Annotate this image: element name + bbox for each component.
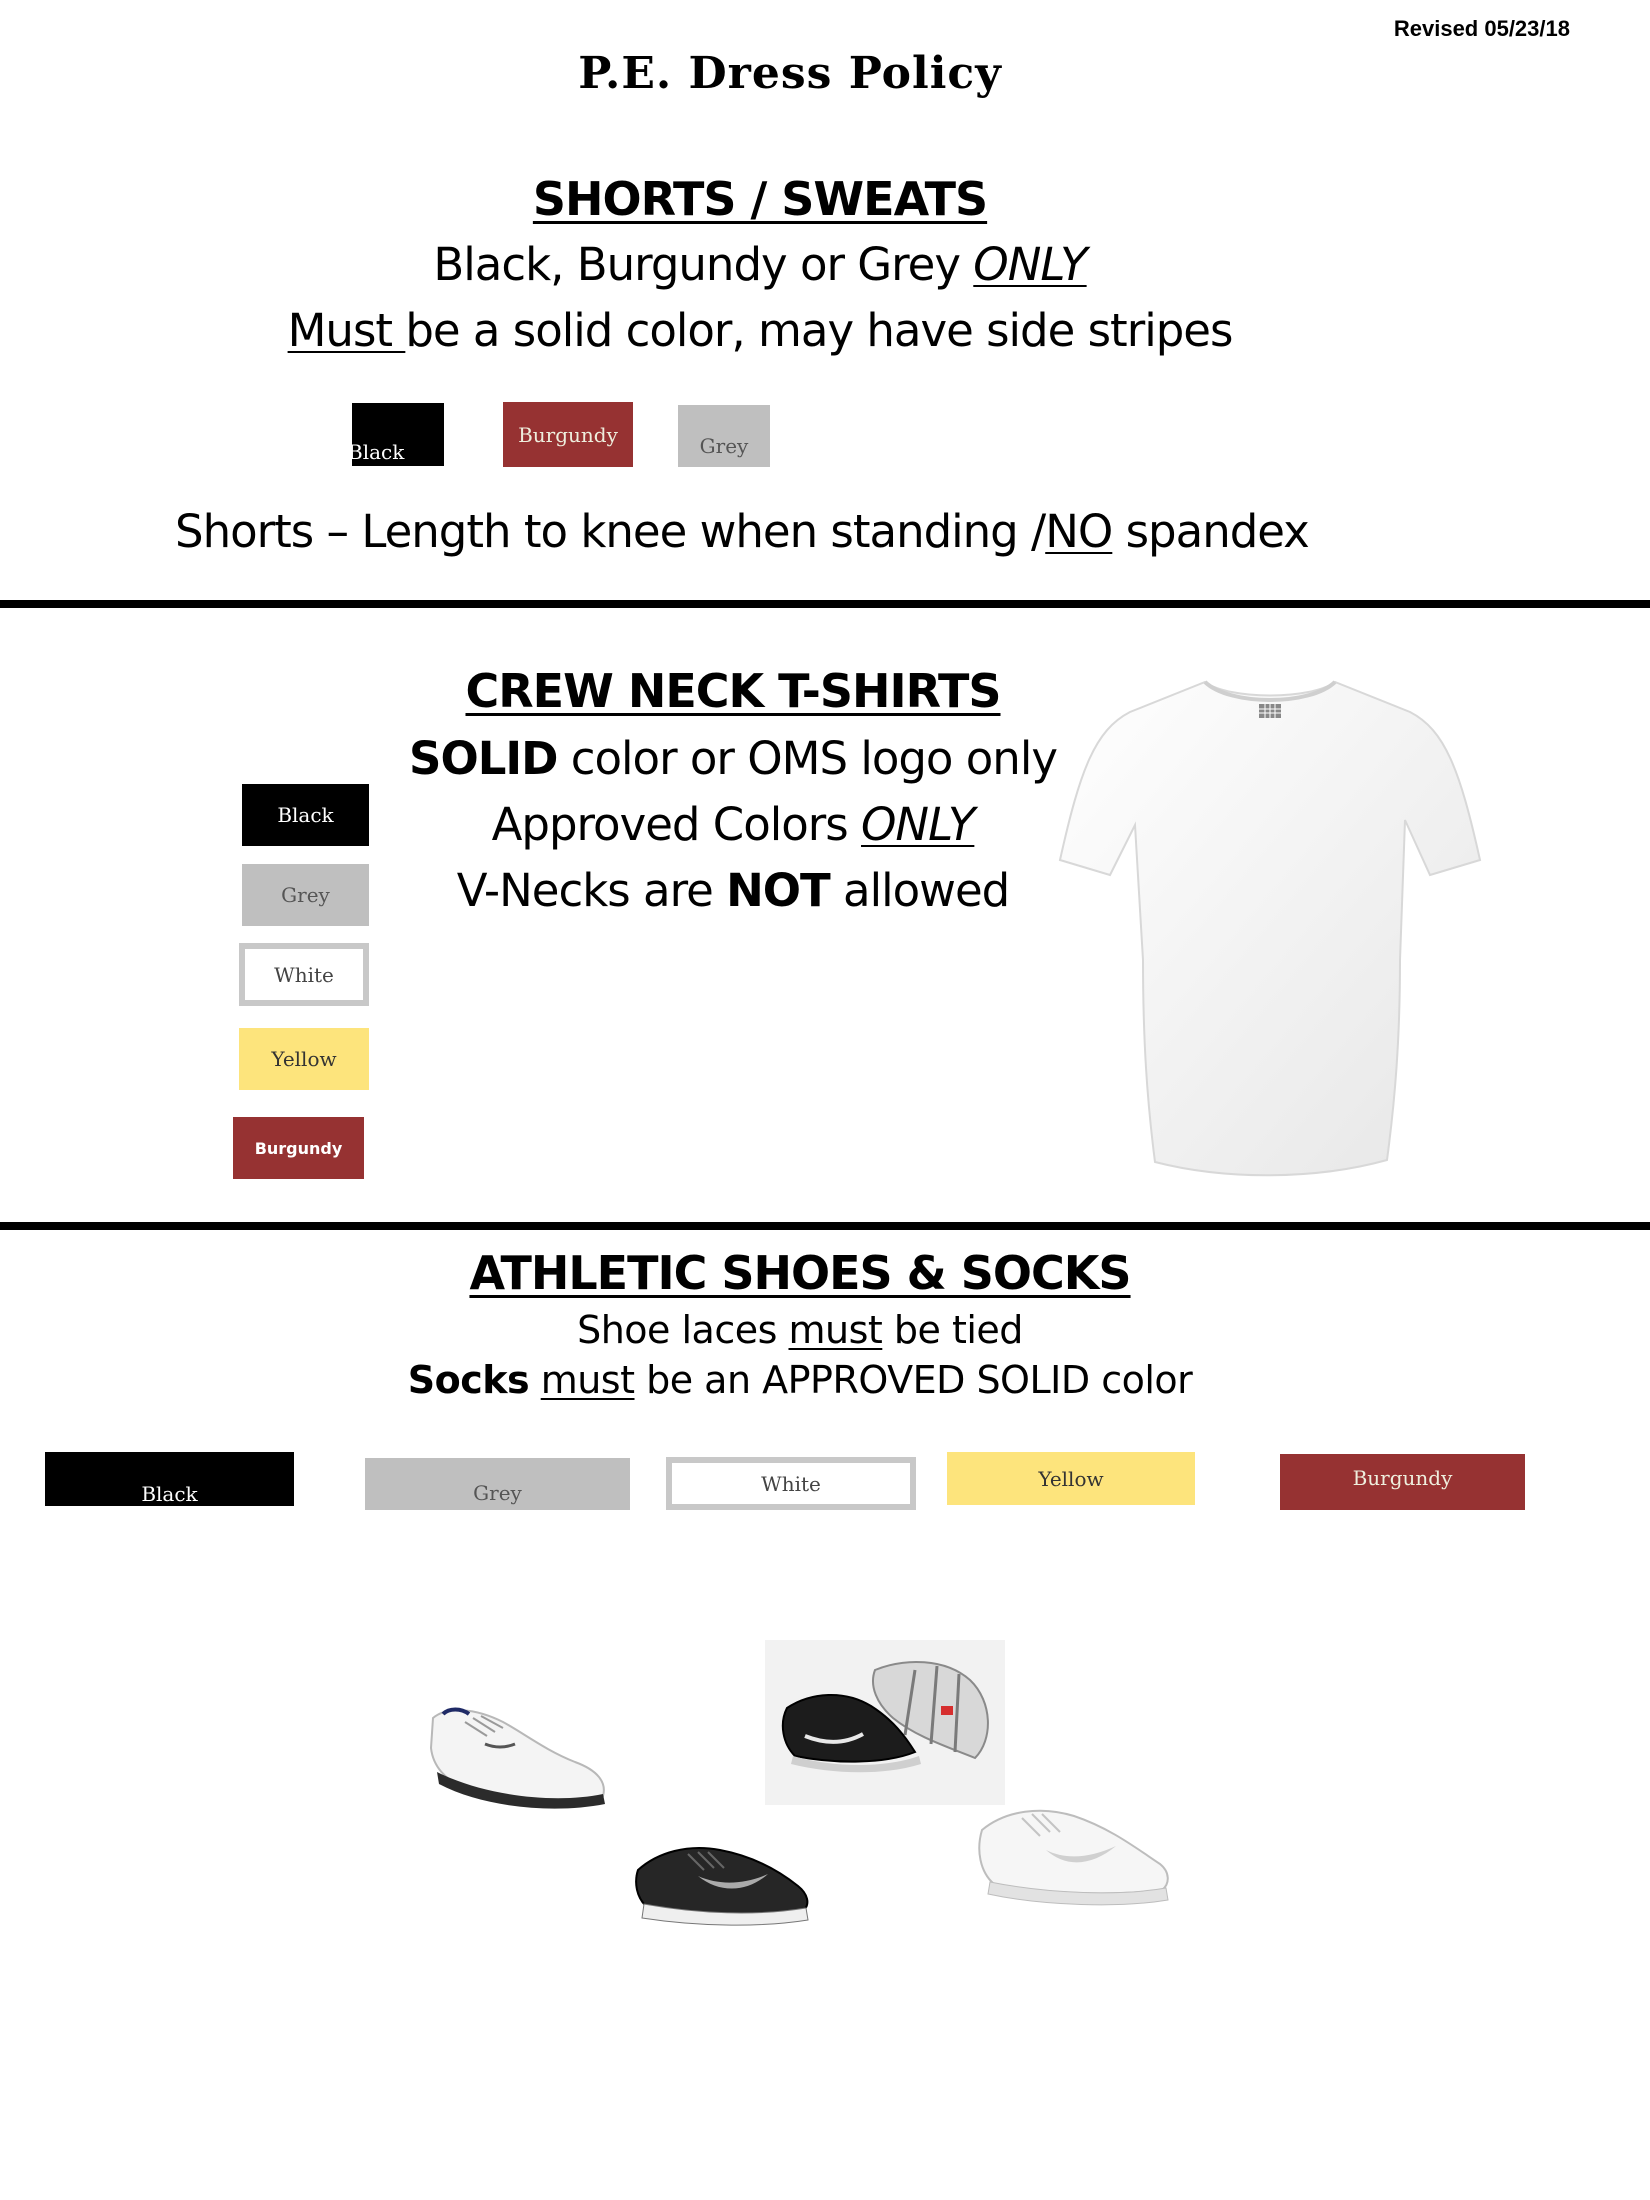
shoes-socks-line (0, 1358, 1600, 1402)
socks-swatch-grey (365, 1458, 630, 1510)
sneaker-icon (628, 1830, 813, 1928)
shorts-colors-text: Black, Burgundy or Grey (433, 238, 974, 291)
shirts-solid-bold: SOLID (409, 732, 558, 785)
shirts-swatch-burgundy (233, 1117, 364, 1179)
shoes-laces-text: Shoe laces (577, 1308, 789, 1352)
section-divider (0, 1222, 1650, 1230)
shorts-solid-text: be a solid color, may have side stripes (405, 304, 1233, 357)
shirts-swatch-grey (242, 864, 369, 926)
swatch-label: Burgundy (518, 422, 618, 447)
shoes-laces-line (0, 1308, 1600, 1352)
shirts-solid-text: color or OMS logo only (557, 732, 1057, 785)
shorts-swatch-grey (678, 405, 770, 467)
t-shirt-icon (1055, 660, 1485, 1180)
shorts-only-emphasis: ONLY (973, 238, 1087, 291)
shorts-colors-line (0, 238, 1520, 291)
shoes-socks-must: must (540, 1358, 635, 1402)
swatch-label: White (761, 1471, 821, 1496)
shirts-vneck-text: V-Necks are (456, 864, 727, 917)
swatch-label: Black (141, 1482, 198, 1506)
sneaker-icon (425, 1700, 610, 1815)
swatch-label: Grey (699, 434, 749, 458)
swatch-label: Grey (473, 1481, 522, 1505)
shoes-tied-text: be tied (882, 1308, 1023, 1352)
socks-swatch-burgundy (1280, 1454, 1525, 1510)
swatch-label: Burgundy (1352, 1466, 1453, 1490)
shoes-must-emphasis: must (788, 1308, 883, 1352)
swatch-label: Yellow (1038, 1466, 1104, 1491)
swatch-label: White (274, 962, 334, 987)
page-title: P.E. Dress Policy (578, 48, 1002, 99)
shorts-no-emphasis: NO (1045, 505, 1113, 558)
swatch-label: Black (277, 803, 334, 827)
section-divider (0, 600, 1650, 608)
shirts-only-emphasis: ONLY (861, 798, 975, 851)
socks-swatch-black (45, 1452, 294, 1506)
shoes-socks-bold: Socks (407, 1358, 530, 1402)
shirts-not-bold: NOT (726, 864, 830, 917)
shorts-spandex-text: spandex (1112, 505, 1309, 558)
shorts-heading: SHORTS / SWEATS (532, 172, 988, 226)
shirts-allowed-text: allowed (829, 864, 1010, 917)
shorts-length-line (175, 505, 1309, 558)
shoes-socks-text: be an APPROVED SOLID color (634, 1358, 1193, 1402)
swatch-label: Burgundy (254, 1138, 343, 1158)
sneaker-icon (765, 1640, 1005, 1805)
shirts-swatch-black (242, 784, 369, 846)
shirts-swatch-white (239, 943, 369, 1006)
shirts-swatch-yellow (239, 1028, 369, 1090)
shirts-heading: CREW NECK T-SHIRTS (465, 664, 1001, 718)
sneaker-icon (970, 1800, 1175, 1910)
swatch-label: Yellow (271, 1047, 337, 1071)
revised-date: Revised 05/23/18 (1393, 16, 1570, 41)
shirts-approved-text: Approved Colors (491, 798, 862, 851)
shorts-length-text: Shorts – Length to knee when standing / (175, 505, 1046, 558)
shorts-solid-line (0, 304, 1520, 357)
shorts-swatch-black (348, 403, 444, 466)
shoes-heading: ATHLETIC SHOES & SOCKS (469, 1246, 1131, 1300)
shorts-must-emphasis: Must (287, 304, 406, 357)
swatch-label: Black (348, 440, 405, 464)
socks-swatch-yellow (947, 1452, 1195, 1505)
shoes-socks-space (529, 1358, 541, 1402)
socks-swatch-white (666, 1457, 916, 1510)
shorts-swatch-burgundy (503, 402, 633, 467)
swatch-label: Grey (281, 883, 330, 907)
